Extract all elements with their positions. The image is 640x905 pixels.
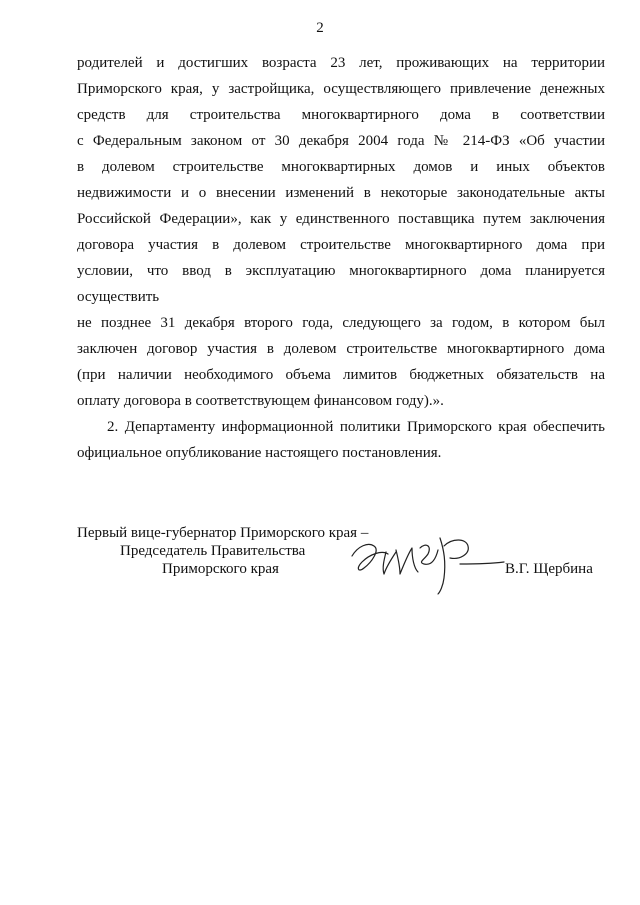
body-line: 2. Департаменту информационной политики Приморского края обеспечить — [107, 419, 605, 435]
body-line: недвижимости и о внесении изменений в некоторые законодательные акты — [77, 185, 605, 201]
body-line: в долевом строительстве многоквартирных домов и иных объектов — [77, 159, 605, 175]
body-line: заключен договор участия в долевом строительстве многоквартирного дома — [77, 341, 605, 357]
signatory-title-line-2: Председатель Правительства — [120, 543, 306, 559]
body-line: средств для строительства многоквартирного дома в соответствии — [77, 107, 605, 123]
body-line: Приморского края, у застройщика, осуществляющего привлечение денежных — [77, 81, 605, 97]
body-line: оплату договора в соответствующем финансовом году).». — [77, 393, 444, 409]
body-line: родителей и достигших возраста 23 лет, проживающих на территории — [77, 55, 605, 71]
body-line: официальное опубликование настоящего постановления. — [77, 445, 442, 461]
body-line: Российской Федерации», как у единственного поставщика путем заключения — [77, 211, 605, 227]
body-line: (при наличии необходимого объема лимитов бюджетных обязательств на — [77, 367, 605, 383]
body-line: осуществить — [77, 289, 160, 305]
body-line: не позднее 31 декабря второго года, следующего за годом, в котором был — [77, 315, 605, 331]
signatory-title-line-1: Первый вице-губернатор Приморского края – — [77, 525, 369, 541]
signatory-name: В.Г. Щербина — [505, 561, 593, 577]
page-number: 2 — [316, 20, 324, 36]
body-line: с Федеральным законом от 30 декабря 2004 года № 214-ФЗ «Об участии — [77, 133, 605, 149]
handwritten-signature — [348, 528, 518, 596]
body-line: условии, что ввод в эксплуатацию многоквартирного дома планируется — [77, 263, 605, 279]
signatory-title-line-3: Приморского края — [162, 561, 279, 577]
body-line: договора участия в долевом строительстве многоквартирного дома при — [77, 237, 605, 253]
